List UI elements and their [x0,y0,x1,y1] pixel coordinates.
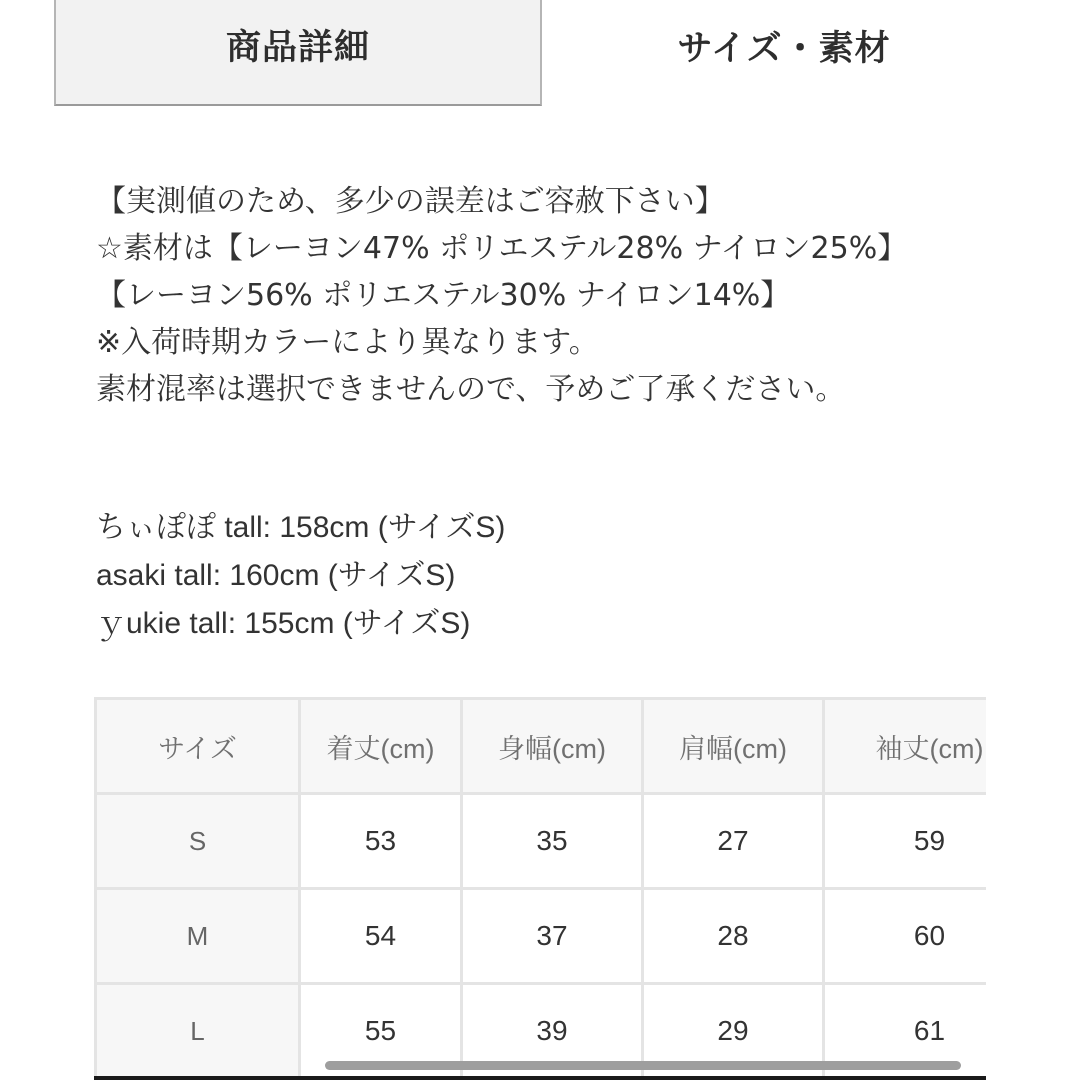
table-cell: 61 [824,984,987,1079]
tab-size-material-label: サイズ・素材 [677,29,891,69]
table-row [96,794,987,889]
table-row [96,889,987,984]
note-line: 【実測値のため、多少の誤差はご容赦下さい】 [96,184,725,219]
model-line: ｙukie tall: 155cm (サイズS) [96,607,471,640]
table-cell: 59 [824,794,987,889]
table-cell: 60 [824,889,987,984]
note-line: 【レーヨン56% ポリエステル30% ナイロン14%】 [96,278,791,313]
table-cell: 37 [462,889,643,984]
table-header-row [96,699,987,794]
model-line: ちぃぽぽ tall: 158cm (サイズS) [96,511,506,544]
table-cell: 28 [643,889,824,984]
column-header-shoulder-width: 肩幅(cm) [643,699,824,794]
size-cell: M [96,889,300,984]
table-cell: 29 [643,984,824,1079]
model-info [96,504,996,648]
table-cell: 35 [462,794,643,889]
column-header-size: サイズ [96,699,300,794]
column-header-length: 着丈(cm) [300,699,462,794]
table-cell: 55 [300,984,462,1079]
column-header-body-width: 身幅(cm) [462,699,643,794]
table-cell: 54 [300,889,462,984]
tab-product-details[interactable] [54,0,542,106]
tab-size-material[interactable] [542,0,1026,106]
size-table-scroll-container[interactable] [94,697,986,1080]
size-cell: S [96,794,300,889]
note-line: ☆素材は【レーヨン47% ポリエステル28% ナイロン25%】 [96,231,908,266]
note-line: ※入荷時期カラーにより異なります。 [96,325,599,360]
model-line: asaki tall: 160cm (サイズS) [96,559,456,592]
size-table [94,697,986,1080]
material-notes [96,178,1056,413]
size-cell: L [96,984,300,1079]
horizontal-scrollbar[interactable] [325,1061,961,1070]
table-cell: 53 [300,794,462,889]
table-cell: 39 [462,984,643,1079]
note-line: 素材混率は選択できませんので、予めご了承ください。 [96,372,846,407]
table-cell: 27 [643,794,824,889]
divider [94,1076,986,1080]
column-header-sleeve-length: 袖丈(cm) [824,699,987,794]
tab-product-details-label: 商品詳細 [225,28,370,68]
